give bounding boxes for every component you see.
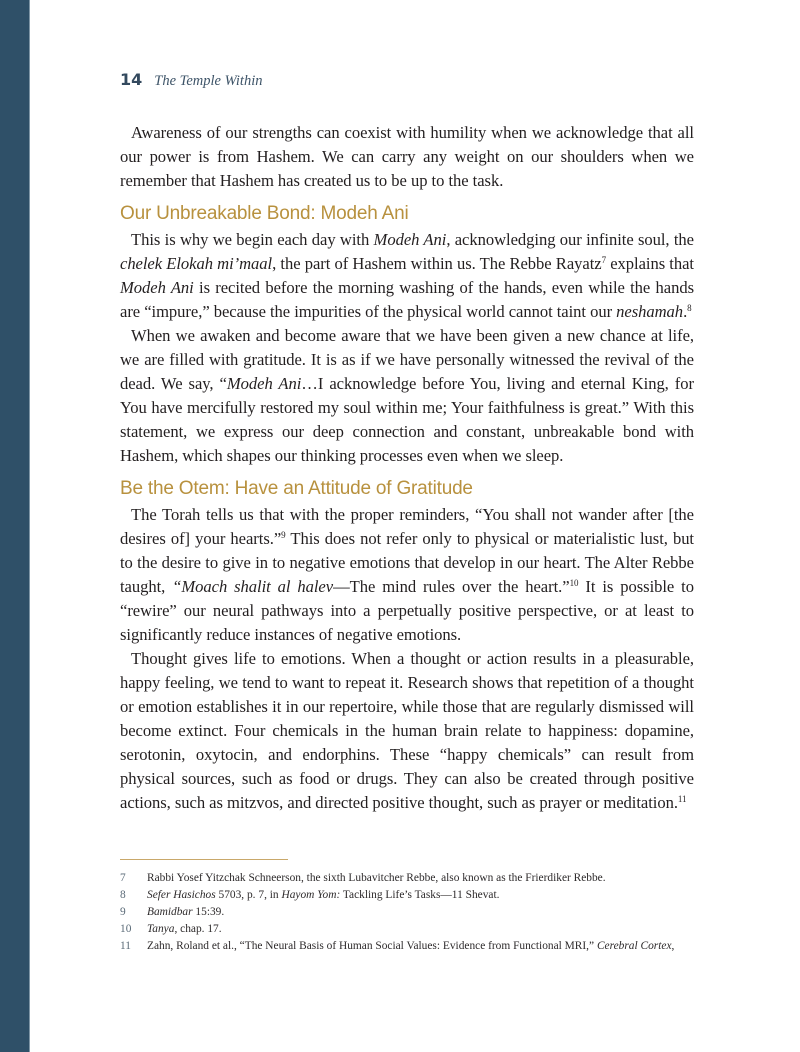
- running-header: [120, 70, 263, 90]
- footnote-ref-11[interactable]: 11: [677, 794, 687, 804]
- footnote-9: 9 Bamidbar 15:39.: [120, 906, 225, 918]
- footnote-7: 7 Rabbi Yosef Yitzchak Schneerson, the sixth Lubavitcher Rebbe, also known as the Frierdiker Rebbe.: [120, 872, 606, 884]
- paragraph-1: Awareness of our strengths can coexist with humility when we acknowledge that all our power is from Hashem. We can carry any weight on our shoulders when we remember that Hashem has created us to be up to the task.: [120, 123, 694, 190]
- section-heading-modeh-ani: Our Unbreakable Bond: Modeh Ani: [120, 203, 409, 224]
- main-text: [120, 121, 694, 815]
- section-heading-gratitude: Be the Otem: Have an Attitude of Gratitude: [120, 478, 473, 499]
- footnote-11: 11 Zahn, Roland et al., “The Neural Basis of Human Social Values: Evidence from Functional MRI,” Cerebral Cortex,: [120, 940, 675, 952]
- book-spine-bar: [0, 0, 30, 1052]
- page-number: 14: [120, 70, 143, 89]
- footnote-ref-10[interactable]: 10: [569, 578, 579, 588]
- paragraph-3: When we awaken and become aware that we have been given a new chance at life, we are filled with gratitude. It is as if we have personally witnessed the revival of the dead. We say, “Modeh Ani…I acknowledge before You, living and eternal King, for You have mercifully restored my soul within me; Your faithfulness is great.” With this statement, we express our deep connection and constant, unbreakable bond with Hashem, which shapes our thinking processes even when we sleep.: [120, 326, 694, 465]
- footnote-divider: [120, 859, 288, 860]
- paragraph-5: Thought gives life to emotions. When a thought or action results in a pleasurable, happy feeling, we tend to want to repeat it. Research shows that repetition of a thought or emotion establishes it in our repertoire, while those that are regularly dismissed will become extinct. Four chemicals in the human brain relate to happiness: dopamine, serotonin, oxytocin, and endorphins. These “happy chemicals” can result from physical sources, such as food or drugs. They can also be created through positive actions, such as mitzvos, and directed positive thought, such as prayer or meditation.$^{11}$: [120, 649, 694, 812]
- footnote-8: 8 Sefer Hasichos 5703, p. 7, in Hayom Yom: Tackling Life’s Tasks—11 Shevat.: [120, 889, 500, 901]
- footnote-10: 10 Tanya, chap. 17.: [120, 923, 222, 935]
- footnote-ref-9[interactable]: 9: [281, 530, 286, 540]
- running-title: The Temple Within: [154, 73, 263, 89]
- paragraph-4: The Torah tells us that with the proper reminders, “You shall not wander after [the desires of] your hearts.”$^9$ This does not refer only to physical or materialistic lust, but to the desire to give in to negative emotions that develop in our heart. The Alter Rebbe taught, “Moach shalit al halev—The mind rules over the heart.”$^{10}$ It is possible to “rewire” our neural pathways into a perpetually positive perspective, or at least to significantly reduce instances of negative emotions.: [120, 505, 694, 644]
- footnote-ref-8[interactable]: 8: [687, 303, 692, 313]
- footnote-ref-7[interactable]: 7: [601, 255, 607, 265]
- footnotes: [120, 870, 720, 955]
- paragraph-2: This is why we begin each day with Modeh Ani, acknowledging our infinite soul, the chelek Elokah mi’maal, the part of Hashem within us. The Rebbe Rayatz$^7$ explains that Modeh Ani is recited before the morning washing of the hands, even while the hands are “impure,” because the impurities of the physical world cannot taint our neshamah.$^8$: [120, 230, 694, 321]
